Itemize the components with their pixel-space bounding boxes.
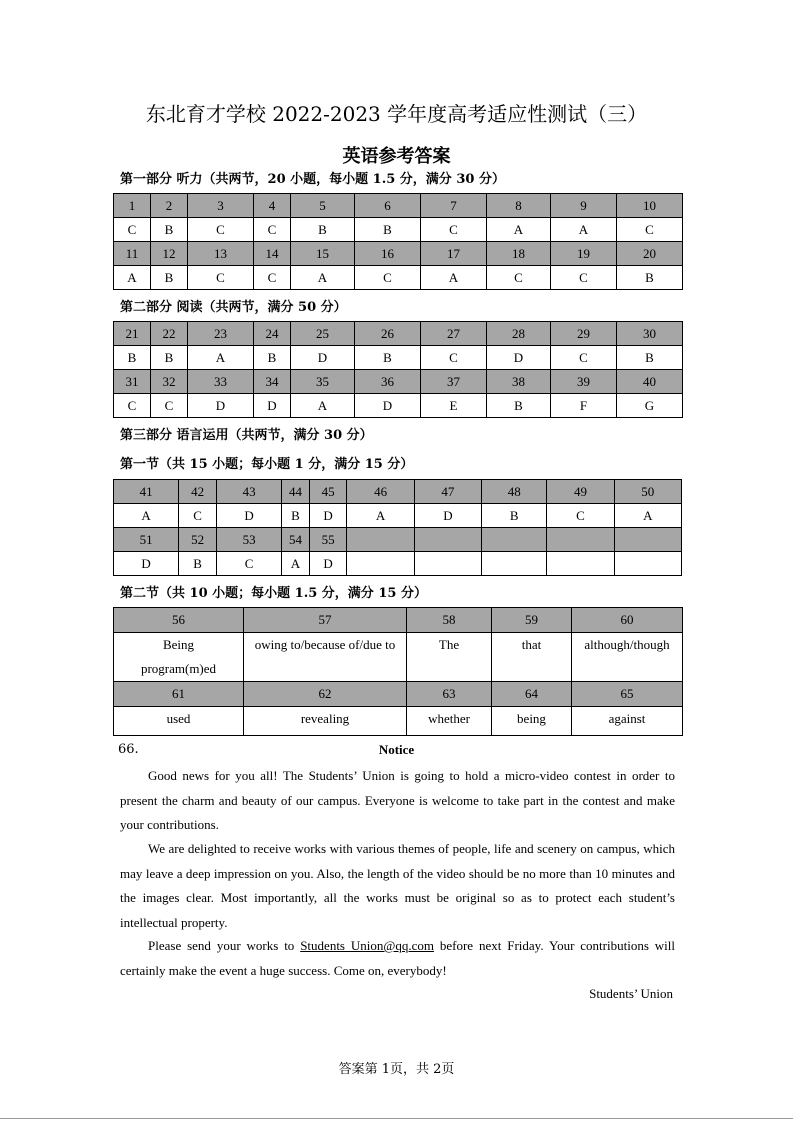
answer-cell: C (547, 504, 614, 528)
question-number: 2 (151, 194, 188, 218)
question-number: 44 (282, 480, 310, 504)
page-footer: 答案第 1页，共 2页 (338, 1062, 455, 1077)
question-number: 60 (572, 608, 683, 633)
question-number: 15 (291, 242, 355, 266)
table-row (114, 394, 683, 418)
page-title: 东北育才学校 2022-2023 学年度高考适应性测试（三） (145, 102, 648, 126)
answer-cell: D (309, 552, 347, 576)
question-number: 33 (188, 370, 254, 394)
empty-cell (347, 552, 414, 576)
question-number: 1 (114, 194, 151, 218)
question-number: 20 (617, 242, 683, 266)
question-number: 21 (114, 322, 151, 346)
table-row (114, 194, 683, 218)
answer-cell: D (487, 346, 551, 370)
table-row (114, 552, 682, 576)
table-row (114, 682, 683, 707)
question-number: 51 (114, 528, 179, 552)
answer-cell: F (551, 394, 617, 418)
answer-cell: D (216, 504, 281, 528)
question-number: 12 (151, 242, 188, 266)
answer-cell: D (414, 504, 481, 528)
answer-cell: B (151, 346, 188, 370)
part3-section1-heading: 第一节（共 15 小题；每小题 1 分，满分 15 分） (120, 457, 414, 472)
question-number: 9 (551, 194, 617, 218)
question-number: 59 (492, 608, 572, 633)
answer-cell: C (551, 346, 617, 370)
answer-cell: against (572, 707, 683, 736)
part3-heading: 第三部分 语言运用（共两节，满分 30 分） (120, 428, 373, 443)
table-row (114, 266, 683, 290)
question-number: 46 (347, 480, 414, 504)
question-number: 5 (291, 194, 355, 218)
answer-cell: A (114, 504, 179, 528)
question-number: 55 (309, 528, 347, 552)
question-number: 39 (551, 370, 617, 394)
answer-cell: A (291, 394, 355, 418)
question-number: 42 (179, 480, 217, 504)
question-number: 37 (421, 370, 487, 394)
question-number: 53 (216, 528, 281, 552)
paragraph-text: Please send your works to (148, 938, 301, 953)
table-row (114, 504, 682, 528)
answer-cell: A (487, 218, 551, 242)
answer-cell: used (114, 707, 244, 736)
answer-cell: B (617, 346, 683, 370)
answer-cell: D (254, 394, 291, 418)
answer-cell: C (114, 218, 151, 242)
part1-heading: 第一部分 听力（共两节，20 小题，每小题 1.5 分，满分 30 分） (120, 172, 505, 187)
answer-cell: D (114, 552, 179, 576)
notice-title: Notice (378, 742, 415, 757)
question-number: 41 (114, 480, 179, 504)
answer-cell: A (282, 552, 310, 576)
question-number: 24 (254, 322, 291, 346)
answer-cell: C (216, 552, 281, 576)
answer-cell: C (188, 218, 254, 242)
answer-cell: B (179, 552, 217, 576)
question-number: 25 (291, 322, 355, 346)
answer-cell: A (291, 266, 355, 290)
question-number: 64 (492, 682, 572, 707)
question-number: 16 (355, 242, 421, 266)
part3-section2-heading: 第二节（共 10 小题；每小题 1.5 分，满分 15 分） (120, 586, 427, 601)
answer-cell: A (421, 266, 487, 290)
answer-cell: C (421, 218, 487, 242)
answer-cell: B (617, 266, 683, 290)
answer-cell: The (407, 633, 492, 682)
answer-cell: C (114, 394, 151, 418)
question-number: 23 (188, 322, 254, 346)
empty-cell (482, 552, 547, 576)
table-row (114, 608, 683, 633)
question-number: 30 (617, 322, 683, 346)
question-number: 14 (254, 242, 291, 266)
answer-cell: revealing (244, 707, 407, 736)
question-number: 11 (114, 242, 151, 266)
answer-cell: that (492, 633, 572, 682)
question-number: 54 (282, 528, 310, 552)
answer-cell: E (421, 394, 487, 418)
answer-cell: B (355, 346, 421, 370)
question-66-label: 66. (118, 742, 139, 757)
answer-cell: B (291, 218, 355, 242)
answer-cell: B (151, 218, 188, 242)
table-row (114, 322, 683, 346)
question-number: 65 (572, 682, 683, 707)
question-number: 35 (291, 370, 355, 394)
answer-cell: B (114, 346, 151, 370)
table-row (114, 218, 683, 242)
answer-cell: D (355, 394, 421, 418)
notice-paragraph-3 (120, 934, 675, 983)
question-number: 49 (547, 480, 614, 504)
question-number: 10 (617, 194, 683, 218)
answer-cell: C (254, 218, 291, 242)
empty-cell (614, 552, 681, 576)
page-bottom-divider (0, 1118, 793, 1119)
empty-cell (414, 552, 481, 576)
page-subtitle: 英语参考答案 (342, 146, 451, 167)
question-number: 34 (254, 370, 291, 394)
answer-cell: D (291, 346, 355, 370)
question-number: 28 (487, 322, 551, 346)
answer-cell: being (492, 707, 572, 736)
empty-cell (482, 528, 547, 552)
answer-cell: although/though (572, 633, 683, 682)
answer-cell: D (188, 394, 254, 418)
question-number: 58 (407, 608, 492, 633)
question-number: 17 (421, 242, 487, 266)
table-row (114, 370, 683, 394)
part1-answer-table (113, 193, 683, 290)
question-number: 43 (216, 480, 281, 504)
table-row (114, 707, 683, 736)
table-row (114, 528, 682, 552)
question-number: 40 (617, 370, 683, 394)
question-number: 19 (551, 242, 617, 266)
question-number: 4 (254, 194, 291, 218)
question-number: 61 (114, 682, 244, 707)
question-number: 8 (487, 194, 551, 218)
answer-cell: B (355, 218, 421, 242)
answer-cell: C (487, 266, 551, 290)
answer-cell: Being program(m)ed (114, 633, 244, 682)
question-number: 7 (421, 194, 487, 218)
answer-cell: A (551, 218, 617, 242)
answer-cell: C (151, 394, 188, 418)
question-number: 26 (355, 322, 421, 346)
question-number: 38 (487, 370, 551, 394)
answer-cell: A (347, 504, 414, 528)
answer-cell: C (179, 504, 217, 528)
empty-cell (547, 528, 614, 552)
question-number: 56 (114, 608, 244, 633)
answer-cell: C (551, 266, 617, 290)
answer-cell: D (309, 504, 347, 528)
question-number: 22 (151, 322, 188, 346)
answer-cell: A (188, 346, 254, 370)
question-number: 18 (487, 242, 551, 266)
question-number: 27 (421, 322, 487, 346)
answer-cell: C (617, 218, 683, 242)
answer-cell: A (614, 504, 681, 528)
question-number: 48 (482, 480, 547, 504)
question-number: 3 (188, 194, 254, 218)
answer-cell: whether (407, 707, 492, 736)
part2-answer-table (113, 321, 683, 418)
question-number: 50 (614, 480, 681, 504)
empty-cell (614, 528, 681, 552)
answer-cell: C (355, 266, 421, 290)
answer-cell: B (151, 266, 188, 290)
answer-cell: C (254, 266, 291, 290)
paragraph-text: before next Friday. Your contributions will certainly make the event a huge success. Come on, everybody! (120, 938, 675, 978)
answer-cell: C (421, 346, 487, 370)
part3-section2-table (113, 607, 683, 736)
question-number: 52 (179, 528, 217, 552)
answer-cell: B (282, 504, 310, 528)
table-row (114, 242, 683, 266)
question-number: 57 (244, 608, 407, 633)
question-number: 62 (244, 682, 407, 707)
question-number: 63 (407, 682, 492, 707)
signature: Students’ Union (589, 986, 673, 1001)
answer-cell: C (188, 266, 254, 290)
empty-cell (347, 528, 414, 552)
question-number: 47 (414, 480, 481, 504)
answer-cell: G (617, 394, 683, 418)
question-number: 6 (355, 194, 421, 218)
answer-cell: B (487, 394, 551, 418)
answer-cell: A (114, 266, 151, 290)
empty-cell (547, 552, 614, 576)
empty-cell (414, 528, 481, 552)
answer-cell: B (482, 504, 547, 528)
question-number: 45 (309, 480, 347, 504)
notice-paragraph-1: Good news for you all! The Students’ Union is going to hold a micro-video contest in order to present the charm and beauty of our campus. Everyone is welcome to take part in the contest and make your contributions. (120, 768, 675, 832)
question-number: 13 (188, 242, 254, 266)
email-link[interactable]: Students Union@qq.com (300, 938, 434, 953)
table-row (114, 346, 683, 370)
notice-paragraph-2: We are delighted to receive works with various themes of people, life and scenery on campus, which may leave a deep impression on you. Also, the length of the video should be no more than 10 minutes and the images clear. Most importantly, all the works must be original so as to protect each student’s intellectual property. (120, 841, 675, 930)
answer-cell: B (254, 346, 291, 370)
part2-heading: 第二部分 阅读（共两节，满分 50 分） (120, 300, 347, 315)
table-row (114, 633, 683, 682)
table-row (114, 480, 682, 504)
question-number: 36 (355, 370, 421, 394)
answer-cell: owing to/because of/due to (244, 633, 407, 682)
part3-section1-table (113, 479, 682, 576)
question-number: 29 (551, 322, 617, 346)
question-number: 31 (114, 370, 151, 394)
question-number: 32 (151, 370, 188, 394)
